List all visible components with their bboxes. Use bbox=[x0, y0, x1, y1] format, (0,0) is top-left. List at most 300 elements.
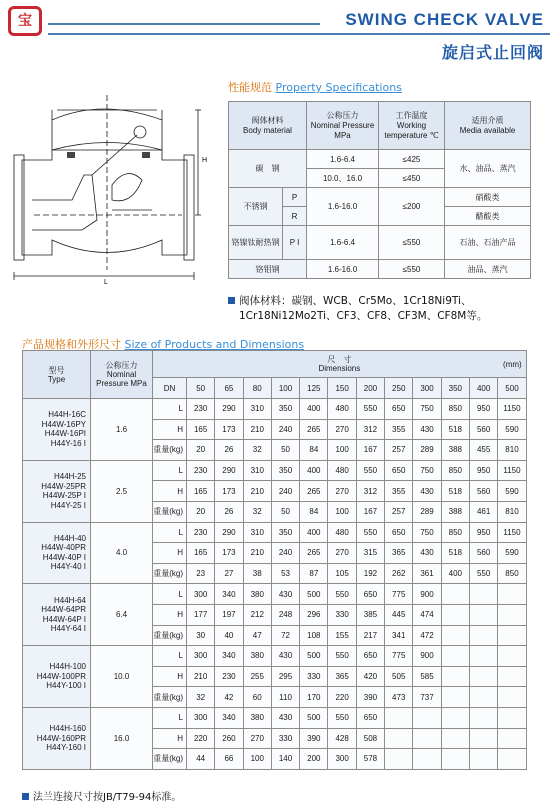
dn-value: 200 bbox=[356, 378, 384, 399]
dn-value: 300 bbox=[413, 378, 441, 399]
spec-cell: 铬钼钢 bbox=[229, 260, 307, 279]
dimension-cell: 50 bbox=[271, 440, 299, 461]
dimension-cell: 210 bbox=[187, 666, 215, 687]
dimension-cell: 500 bbox=[300, 584, 328, 605]
dimension-cell: 420 bbox=[356, 666, 384, 687]
header-pressure: 公称压力 Nominal Pressure MPa bbox=[91, 351, 153, 399]
dimension-cell: 355 bbox=[385, 419, 413, 440]
dimension-cell: 400 bbox=[300, 522, 328, 543]
dimension-cell: 355 bbox=[385, 481, 413, 502]
dimension-cell bbox=[441, 749, 469, 770]
row-label: L bbox=[153, 522, 187, 543]
page-title-cn: 旋启式止回阀 bbox=[441, 43, 544, 62]
dn-label: DN bbox=[153, 378, 187, 399]
dn-value: 400 bbox=[469, 378, 497, 399]
spec-cell: R bbox=[283, 207, 307, 226]
type-code: H44H-40 bbox=[53, 533, 86, 543]
pressure-cell: 2.5 bbox=[91, 460, 153, 522]
dimension-cell: 310 bbox=[243, 399, 271, 420]
dimension-cell: 380 bbox=[243, 707, 271, 728]
dimension-cell: 26 bbox=[215, 440, 243, 461]
dim-l-label: L bbox=[104, 279, 108, 285]
row-label: 重量(kg) bbox=[153, 749, 187, 770]
type-code: H44W-25PR bbox=[41, 481, 86, 491]
header-unit: (mm) bbox=[503, 360, 522, 369]
dimension-cell: 310 bbox=[243, 460, 271, 481]
table-row bbox=[23, 646, 527, 667]
dimension-cell: 42 bbox=[215, 687, 243, 708]
dimension-cell: 350 bbox=[271, 399, 299, 420]
dimension-cell: 430 bbox=[271, 584, 299, 605]
dimension-cell: 340 bbox=[215, 584, 243, 605]
dimension-cell: 341 bbox=[385, 625, 413, 646]
dimension-cell: 650 bbox=[385, 522, 413, 543]
dimension-cell: 400 bbox=[300, 460, 328, 481]
dimension-cell: 167 bbox=[356, 501, 384, 522]
pressure-cell: 6.4 bbox=[91, 584, 153, 646]
dimension-cell: 177 bbox=[187, 604, 215, 625]
dimension-cell: 200 bbox=[300, 749, 328, 770]
spec-section-title bbox=[228, 79, 402, 95]
row-label: H bbox=[153, 543, 187, 564]
row-label: L bbox=[153, 460, 187, 481]
spec-header-temperature: 工作温度 Working temperature ℃ bbox=[379, 102, 445, 150]
dimension-cell: 810 bbox=[498, 440, 526, 461]
table-row bbox=[23, 522, 527, 543]
dimension-cell: 220 bbox=[187, 728, 215, 749]
dimension-cell: 330 bbox=[271, 728, 299, 749]
products-title-en: Size of Products and Dimensions bbox=[124, 338, 305, 351]
dimension-cell: 430 bbox=[271, 646, 299, 667]
dimension-cell: 167 bbox=[356, 440, 384, 461]
header-rule-bottom bbox=[48, 33, 550, 35]
dimension-cell bbox=[469, 749, 497, 770]
dimension-cell: 32 bbox=[187, 687, 215, 708]
type-code: H44H-64 bbox=[53, 595, 86, 605]
dimension-cell bbox=[469, 707, 497, 728]
dimension-cell bbox=[498, 604, 526, 625]
spec-header-material: 阀体材料 Body material bbox=[229, 102, 307, 150]
dimension-cell: 330 bbox=[300, 666, 328, 687]
dimension-cell: 165 bbox=[187, 543, 215, 564]
dimension-cell: 578 bbox=[356, 749, 384, 770]
type-code: H44Y-25 I bbox=[50, 500, 86, 510]
dimension-cell: 1150 bbox=[498, 522, 526, 543]
spec-header-media: 适用介质 Media available bbox=[445, 102, 531, 150]
type-code: H44W-160PR bbox=[36, 733, 86, 743]
page-title-en: SWING CHECK VALVE bbox=[345, 10, 544, 29]
spec-cell: P bbox=[283, 188, 307, 207]
dimension-cell: 550 bbox=[356, 399, 384, 420]
dimension-cell bbox=[385, 728, 413, 749]
dimension-cell: 455 bbox=[469, 440, 497, 461]
row-label: 重量(kg) bbox=[153, 563, 187, 584]
dimension-cell: 650 bbox=[356, 584, 384, 605]
dimension-cell: 430 bbox=[271, 707, 299, 728]
spec-cell: ≤425 bbox=[379, 150, 445, 169]
dimension-cell: 230 bbox=[187, 460, 215, 481]
dimension-cell: 380 bbox=[243, 646, 271, 667]
type-code: H44H-25 bbox=[53, 472, 86, 482]
type-cell bbox=[23, 584, 91, 646]
dimension-cell: 265 bbox=[300, 543, 328, 564]
brand-logo: 宝 bbox=[8, 6, 42, 36]
dimension-cell: 210 bbox=[243, 543, 271, 564]
valve-drawing bbox=[12, 80, 207, 285]
dimension-cell: 32 bbox=[243, 501, 271, 522]
dimension-cell: 850 bbox=[441, 399, 469, 420]
products-title-cn: 产品规格和外形尺寸 bbox=[22, 338, 121, 351]
spec-cell: 碳 钢 bbox=[229, 150, 307, 188]
pressure-cell: 10.0 bbox=[91, 646, 153, 708]
type-code: H44W-64PR bbox=[41, 605, 86, 615]
dimension-cell: 30 bbox=[187, 625, 215, 646]
dimension-cell: 289 bbox=[413, 440, 441, 461]
dimension-cell: 290 bbox=[215, 399, 243, 420]
dimension-cell bbox=[441, 625, 469, 646]
dimension-cell: 230 bbox=[187, 399, 215, 420]
dimension-cell: 474 bbox=[413, 604, 441, 625]
dimension-cell: 240 bbox=[271, 481, 299, 502]
dimension-cell: 72 bbox=[271, 625, 299, 646]
row-label: L bbox=[153, 399, 187, 420]
spec-title-en: Property Specifications bbox=[275, 81, 402, 94]
type-cell bbox=[23, 522, 91, 584]
dimension-cell: 290 bbox=[215, 522, 243, 543]
dn-value: 80 bbox=[243, 378, 271, 399]
dimension-cell: 32 bbox=[243, 440, 271, 461]
spec-title-cn: 性能规范 bbox=[228, 81, 272, 94]
dimension-cell: 472 bbox=[413, 625, 441, 646]
row-label: H bbox=[153, 604, 187, 625]
dimension-cell: 385 bbox=[356, 604, 384, 625]
property-spec-table bbox=[228, 101, 531, 279]
dimension-cell: 262 bbox=[385, 563, 413, 584]
dimension-cell: 255 bbox=[243, 666, 271, 687]
spec-cell: 不锈钢 bbox=[229, 188, 283, 226]
dimension-cell: 330 bbox=[328, 604, 356, 625]
dimension-cell: 270 bbox=[328, 481, 356, 502]
type-cell bbox=[23, 399, 91, 461]
type-code: H44W-40PR bbox=[41, 543, 86, 553]
dimension-cell: 192 bbox=[356, 563, 384, 584]
dimension-cell: 230 bbox=[215, 666, 243, 687]
dimension-cell: 950 bbox=[469, 522, 497, 543]
dimension-cell: 750 bbox=[413, 522, 441, 543]
dimension-cell: 750 bbox=[413, 399, 441, 420]
dimension-cell: 1150 bbox=[498, 399, 526, 420]
dimension-cell: 518 bbox=[441, 419, 469, 440]
dimension-cell: 84 bbox=[300, 501, 328, 522]
dimension-cell: 290 bbox=[215, 460, 243, 481]
type-code: H44H-16C bbox=[48, 410, 86, 420]
dimension-cell: 173 bbox=[215, 543, 243, 564]
type-cell bbox=[23, 646, 91, 708]
row-label: L bbox=[153, 707, 187, 728]
dimension-cell: 27 bbox=[215, 563, 243, 584]
dimension-cell: 365 bbox=[385, 543, 413, 564]
spec-cell: ≤450 bbox=[379, 169, 445, 188]
dimension-cell: 445 bbox=[385, 604, 413, 625]
dimension-cell: 560 bbox=[469, 543, 497, 564]
dimension-cell bbox=[413, 707, 441, 728]
dimension-cell: 550 bbox=[328, 707, 356, 728]
type-code: H44Y-160 I bbox=[46, 743, 86, 753]
dn-value: 65 bbox=[215, 378, 243, 399]
dimension-cell bbox=[469, 687, 497, 708]
spec-cell: 1.6-6.4 bbox=[307, 150, 379, 169]
dimension-cell: 212 bbox=[243, 604, 271, 625]
table-row bbox=[23, 460, 527, 481]
dimension-cell bbox=[469, 646, 497, 667]
dimension-cell: 20 bbox=[187, 440, 215, 461]
dimension-cell: 950 bbox=[469, 460, 497, 481]
dimension-cell: 289 bbox=[413, 501, 441, 522]
dimension-cell: 155 bbox=[328, 625, 356, 646]
type-code: H44W-16PI bbox=[44, 429, 86, 439]
spec-cell: 1.6-16.0 bbox=[307, 188, 379, 226]
dimension-cell: 900 bbox=[413, 646, 441, 667]
dn-value: 50 bbox=[187, 378, 215, 399]
dimension-cell: 350 bbox=[271, 522, 299, 543]
dimension-cell: 461 bbox=[469, 501, 497, 522]
dimension-cell: 23 bbox=[187, 563, 215, 584]
type-code: H44Y-100 I bbox=[46, 681, 86, 691]
dimension-cell: 550 bbox=[328, 584, 356, 605]
dimension-cell: 173 bbox=[215, 481, 243, 502]
dimension-cell bbox=[498, 666, 526, 687]
dimension-cell: 165 bbox=[187, 481, 215, 502]
dimension-cell: 300 bbox=[187, 646, 215, 667]
type-code: H44Y-16 I bbox=[50, 438, 86, 448]
dimension-cell bbox=[469, 666, 497, 687]
dimension-cell: 340 bbox=[215, 646, 243, 667]
dimension-cell: 270 bbox=[328, 419, 356, 440]
dimension-cell: 585 bbox=[413, 666, 441, 687]
dimension-cell: 737 bbox=[413, 687, 441, 708]
dimension-cell: 265 bbox=[300, 481, 328, 502]
dimension-cell: 950 bbox=[469, 399, 497, 420]
row-label: H bbox=[153, 481, 187, 502]
dimension-cell: 550 bbox=[356, 460, 384, 481]
dimension-cell: 850 bbox=[441, 460, 469, 481]
dimension-cell bbox=[441, 584, 469, 605]
dimension-cell: 100 bbox=[328, 501, 356, 522]
dimension-cell: 165 bbox=[187, 419, 215, 440]
dimension-cell: 265 bbox=[300, 419, 328, 440]
type-code: H44W-64P I bbox=[42, 614, 86, 624]
dimension-cell: 400 bbox=[441, 563, 469, 584]
row-label: L bbox=[153, 646, 187, 667]
table-row bbox=[23, 584, 527, 605]
dimension-cell: 248 bbox=[271, 604, 299, 625]
dim-h-label: H bbox=[202, 157, 207, 164]
dimension-cell: 210 bbox=[243, 419, 271, 440]
type-code: H44W-100PR bbox=[36, 671, 86, 681]
spec-cell: 硝酸类 bbox=[445, 188, 531, 207]
dimension-cell bbox=[498, 687, 526, 708]
dimension-cell bbox=[413, 728, 441, 749]
dimension-cell: 650 bbox=[385, 399, 413, 420]
dimension-cell: 508 bbox=[356, 728, 384, 749]
dimension-cell: 47 bbox=[243, 625, 271, 646]
dimension-cell bbox=[498, 646, 526, 667]
dimension-cell: 296 bbox=[300, 604, 328, 625]
type-code: H44H-160 bbox=[49, 724, 86, 734]
dimension-cell: 480 bbox=[328, 460, 356, 481]
dimension-cell bbox=[441, 728, 469, 749]
dimension-cell: 590 bbox=[498, 419, 526, 440]
dimension-cell: 312 bbox=[356, 481, 384, 502]
dimension-cell: 257 bbox=[385, 501, 413, 522]
dimension-cell: 173 bbox=[215, 419, 243, 440]
dimension-cell bbox=[469, 728, 497, 749]
dn-value: 500 bbox=[498, 378, 526, 399]
dimension-cell: 775 bbox=[385, 646, 413, 667]
dimension-cell: 270 bbox=[243, 728, 271, 749]
dimension-cell: 295 bbox=[271, 666, 299, 687]
spec-cell: 1.6-6.4 bbox=[307, 226, 379, 260]
dn-value: 150 bbox=[328, 378, 356, 399]
dimension-cell: 300 bbox=[328, 749, 356, 770]
dimension-cell: 50 bbox=[271, 501, 299, 522]
dimension-cell: 361 bbox=[413, 563, 441, 584]
dimension-cell: 473 bbox=[385, 687, 413, 708]
spec-cell: P I bbox=[283, 226, 307, 260]
dimension-cell: 1150 bbox=[498, 460, 526, 481]
table-row bbox=[23, 399, 527, 420]
row-label: 重量(kg) bbox=[153, 687, 187, 708]
dimension-cell bbox=[441, 646, 469, 667]
dimension-cell: 260 bbox=[215, 728, 243, 749]
dimension-cell: 590 bbox=[498, 481, 526, 502]
dimension-cell bbox=[441, 707, 469, 728]
spec-cell: 铬镍钛耐热钢 bbox=[229, 226, 283, 260]
bullet-square-icon bbox=[22, 793, 29, 800]
dimension-cell bbox=[441, 687, 469, 708]
pressure-cell: 1.6 bbox=[91, 399, 153, 461]
header bbox=[0, 0, 550, 60]
header-dimensions: 尺 寸 Dimensions (mm) bbox=[153, 351, 527, 378]
type-code: H44H-100 bbox=[49, 662, 86, 672]
bullet-square-icon bbox=[228, 297, 235, 304]
dimension-cell: 210 bbox=[243, 481, 271, 502]
dimension-cell: 84 bbox=[300, 440, 328, 461]
dimension-cell: 230 bbox=[187, 522, 215, 543]
dimension-cell: 850 bbox=[441, 522, 469, 543]
dimension-cell: 388 bbox=[441, 440, 469, 461]
dimension-cell: 388 bbox=[441, 501, 469, 522]
dimension-cell: 400 bbox=[300, 399, 328, 420]
dimension-cell: 550 bbox=[469, 563, 497, 584]
dimension-cell: 270 bbox=[328, 543, 356, 564]
dimension-cell: 650 bbox=[356, 707, 384, 728]
dimension-cell bbox=[441, 604, 469, 625]
dimension-cell: 20 bbox=[187, 501, 215, 522]
dimension-cell: 430 bbox=[413, 419, 441, 440]
dimension-cell: 300 bbox=[187, 707, 215, 728]
dimension-cell: 518 bbox=[441, 543, 469, 564]
spec-cell: ≤200 bbox=[379, 188, 445, 226]
dimension-cell: 105 bbox=[328, 563, 356, 584]
dimension-cell: 100 bbox=[243, 749, 271, 770]
dimension-cell bbox=[498, 707, 526, 728]
dn-value: 125 bbox=[300, 378, 328, 399]
dimension-cell: 87 bbox=[300, 563, 328, 584]
dimension-cell: 480 bbox=[328, 522, 356, 543]
products-dimension-table bbox=[22, 350, 527, 770]
dn-value: 250 bbox=[385, 378, 413, 399]
dimension-cell: 340 bbox=[215, 707, 243, 728]
dimension-cell: 430 bbox=[413, 481, 441, 502]
spec-cell: 醋酸类 bbox=[445, 207, 531, 226]
dimension-cell: 550 bbox=[328, 646, 356, 667]
dimension-cell: 44 bbox=[187, 749, 215, 770]
dimension-cell: 390 bbox=[356, 687, 384, 708]
row-label: H bbox=[153, 666, 187, 687]
dn-value: 350 bbox=[441, 378, 469, 399]
dimension-cell: 380 bbox=[243, 584, 271, 605]
dimension-cell: 217 bbox=[356, 625, 384, 646]
dimension-cell: 110 bbox=[271, 687, 299, 708]
type-code: H44Y-64 I bbox=[50, 624, 86, 634]
dimension-cell: 365 bbox=[328, 666, 356, 687]
dimension-cell: 480 bbox=[328, 399, 356, 420]
dimension-cell: 170 bbox=[300, 687, 328, 708]
footer-note: 法兰连接尺寸按JB/T79-94标准。 bbox=[22, 788, 181, 803]
dimension-cell: 240 bbox=[271, 419, 299, 440]
spec-cell: 水、油品、蒸汽 bbox=[445, 150, 531, 188]
dimension-cell: 810 bbox=[498, 501, 526, 522]
dimension-cell: 900 bbox=[413, 584, 441, 605]
dimension-cell: 40 bbox=[215, 625, 243, 646]
dimension-cell: 518 bbox=[441, 481, 469, 502]
row-label: H bbox=[153, 728, 187, 749]
spec-cell: ≤550 bbox=[379, 260, 445, 279]
dimension-cell: 590 bbox=[498, 543, 526, 564]
dimension-cell: 560 bbox=[469, 481, 497, 502]
dimension-cell bbox=[413, 749, 441, 770]
dimension-cell: 26 bbox=[215, 501, 243, 522]
dimension-cell: 505 bbox=[385, 666, 413, 687]
dimension-cell: 315 bbox=[356, 543, 384, 564]
dimension-cell: 850 bbox=[498, 563, 526, 584]
spec-cell: ≤550 bbox=[379, 226, 445, 260]
row-label: L bbox=[153, 584, 187, 605]
dimension-cell bbox=[498, 749, 526, 770]
dimension-cell bbox=[469, 584, 497, 605]
dimension-cell: 140 bbox=[271, 749, 299, 770]
row-label: H bbox=[153, 419, 187, 440]
row-label: 重量(kg) bbox=[153, 440, 187, 461]
dimension-cell: 100 bbox=[328, 440, 356, 461]
dimension-cell: 257 bbox=[385, 440, 413, 461]
type-cell bbox=[23, 707, 91, 769]
dimension-cell: 500 bbox=[300, 707, 328, 728]
dimension-cell: 500 bbox=[300, 646, 328, 667]
dimension-cell bbox=[469, 604, 497, 625]
dimension-cell: 390 bbox=[300, 728, 328, 749]
header-rule-top bbox=[48, 23, 320, 25]
dimension-cell: 312 bbox=[356, 419, 384, 440]
dimension-cell: 38 bbox=[243, 563, 271, 584]
dimension-cell bbox=[498, 625, 526, 646]
pressure-cell: 4.0 bbox=[91, 522, 153, 584]
dimension-cell: 350 bbox=[271, 460, 299, 481]
dimension-cell bbox=[498, 584, 526, 605]
dimension-cell: 108 bbox=[300, 625, 328, 646]
dimension-cell bbox=[498, 728, 526, 749]
